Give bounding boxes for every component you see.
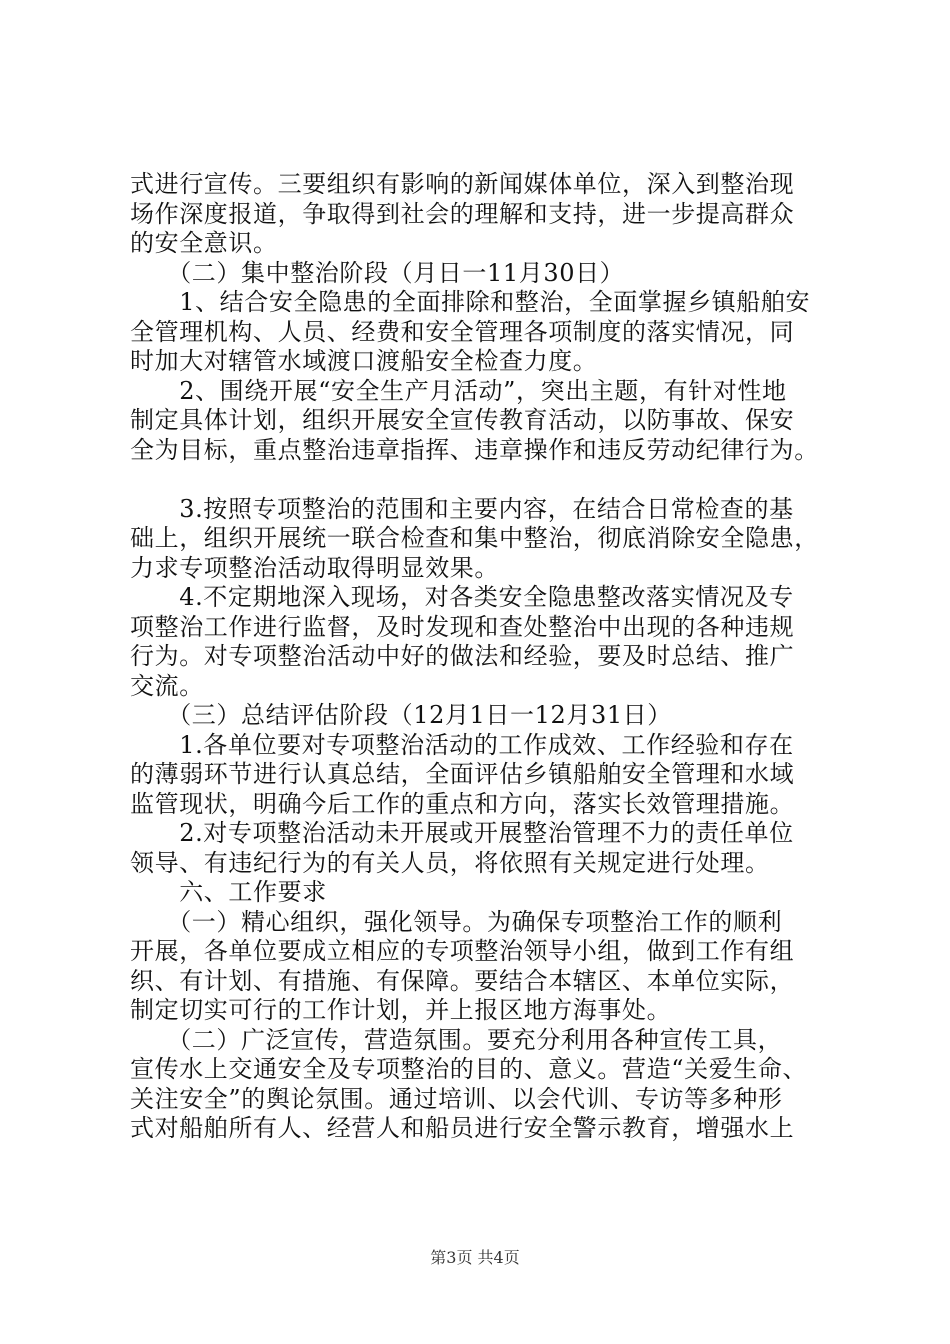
text-line: 3.按照专项整治的范围和主要内容，在结合日常检查的基 [130, 494, 794, 523]
text-line: 开展，各单位要成立相应的专项整治领导小组，做到工作有组 [130, 937, 795, 965]
text-line: 宣传水上交通安全及专项整治的目的、意义。营造“关爱生命、 [130, 1055, 808, 1083]
blank-line [130, 465, 830, 495]
text-line: 交流。 [130, 671, 204, 700]
text-line: 1.各单位要对专项整治活动的工作成效、工作经验和存在 [130, 730, 794, 759]
text-line: 2.对专项整治活动未开展或开展整治管理不力的责任单位 [130, 819, 794, 847]
text-line: （二）广泛宣传，营造氛围。要充分利用各种宣传工具， [130, 1025, 783, 1054]
text-line: 全管理机构、人员、经费和安全管理各项制度的落实情况，同 [130, 317, 795, 346]
text-line: 行为。对专项整治活动中好的做法和经验，要及时总结、推广 [130, 642, 795, 670]
section-heading: 六、工作要求 [130, 878, 327, 906]
section-heading: （三）总结评估阶段（12月1日一12月31日） [130, 701, 672, 729]
text-line: 4.不定期地深入现场，对各类安全隐患整改落实情况及专 [130, 583, 794, 611]
text-line: 项整治工作进行监督，及时发现和查处整治中出现的各种违规 [130, 612, 795, 641]
text-line: 时加大对辖管水域渡口渡船安全检查力度。 [130, 347, 598, 375]
text-line: 2、围绕开展“安全生产月活动”，突出主题，有针对性地 [130, 376, 787, 405]
text-line: 的安全意识。 [130, 229, 278, 257]
text-line: 力求专项整治活动取得明显效果。 [130, 553, 499, 582]
text-line: 领导、有违纪行为的有关人员，将依照有关规定进行处理。 [130, 848, 770, 877]
text-line: 织、有计划、有措施、有保障。要结合本辖区、本单位实际， [130, 966, 795, 995]
text-line: 监管现状，明确今后工作的重点和方向，落实长效管理措施。 [130, 789, 795, 818]
text-line: 场作深度报道，争取得到社会的理解和支持，进一步提高群众 [130, 199, 795, 228]
text-line: 全为目标，重点整治违章指挥、违章操作和违反劳动纪律行为。 [130, 435, 819, 464]
text-line: 的薄弱环节进行认真总结，全面评估乡镇船舶安全管理和水域 [130, 760, 795, 788]
page-footer: 第3页 共4页 [430, 1248, 520, 1267]
body-text [130, 170, 830, 1144]
text-line: 关注安全”的舆论氛围。通过培训、以会代训、专访等多种形 [130, 1084, 783, 1113]
text-line: 础上，组织开展统一联合检查和集中整治，彻底消除安全隐患， [130, 524, 819, 552]
text-line: 1、结合安全隐患的全面排除和整治，全面掌握乡镇船舶安 [130, 288, 811, 316]
section-heading: （二）集中整治阶段（月日一11月30日） [130, 258, 625, 287]
text-line: （一）精心组织，强化领导。为确保专项整治工作的顺利 [130, 907, 783, 936]
text-line: 制定具体计划，组织开展安全宣传教育活动，以防事故、保安 [130, 406, 795, 434]
text-line: 式对船舶所有人、经营人和船员进行安全警示教育，增强水上 [130, 1114, 795, 1142]
text-line: 制定切实可行的工作计划，并上报区地方海事处。 [130, 996, 672, 1024]
text-line: 式进行宣传。三要组织有影响的新闻媒体单位，深入到整治现 [130, 170, 795, 198]
